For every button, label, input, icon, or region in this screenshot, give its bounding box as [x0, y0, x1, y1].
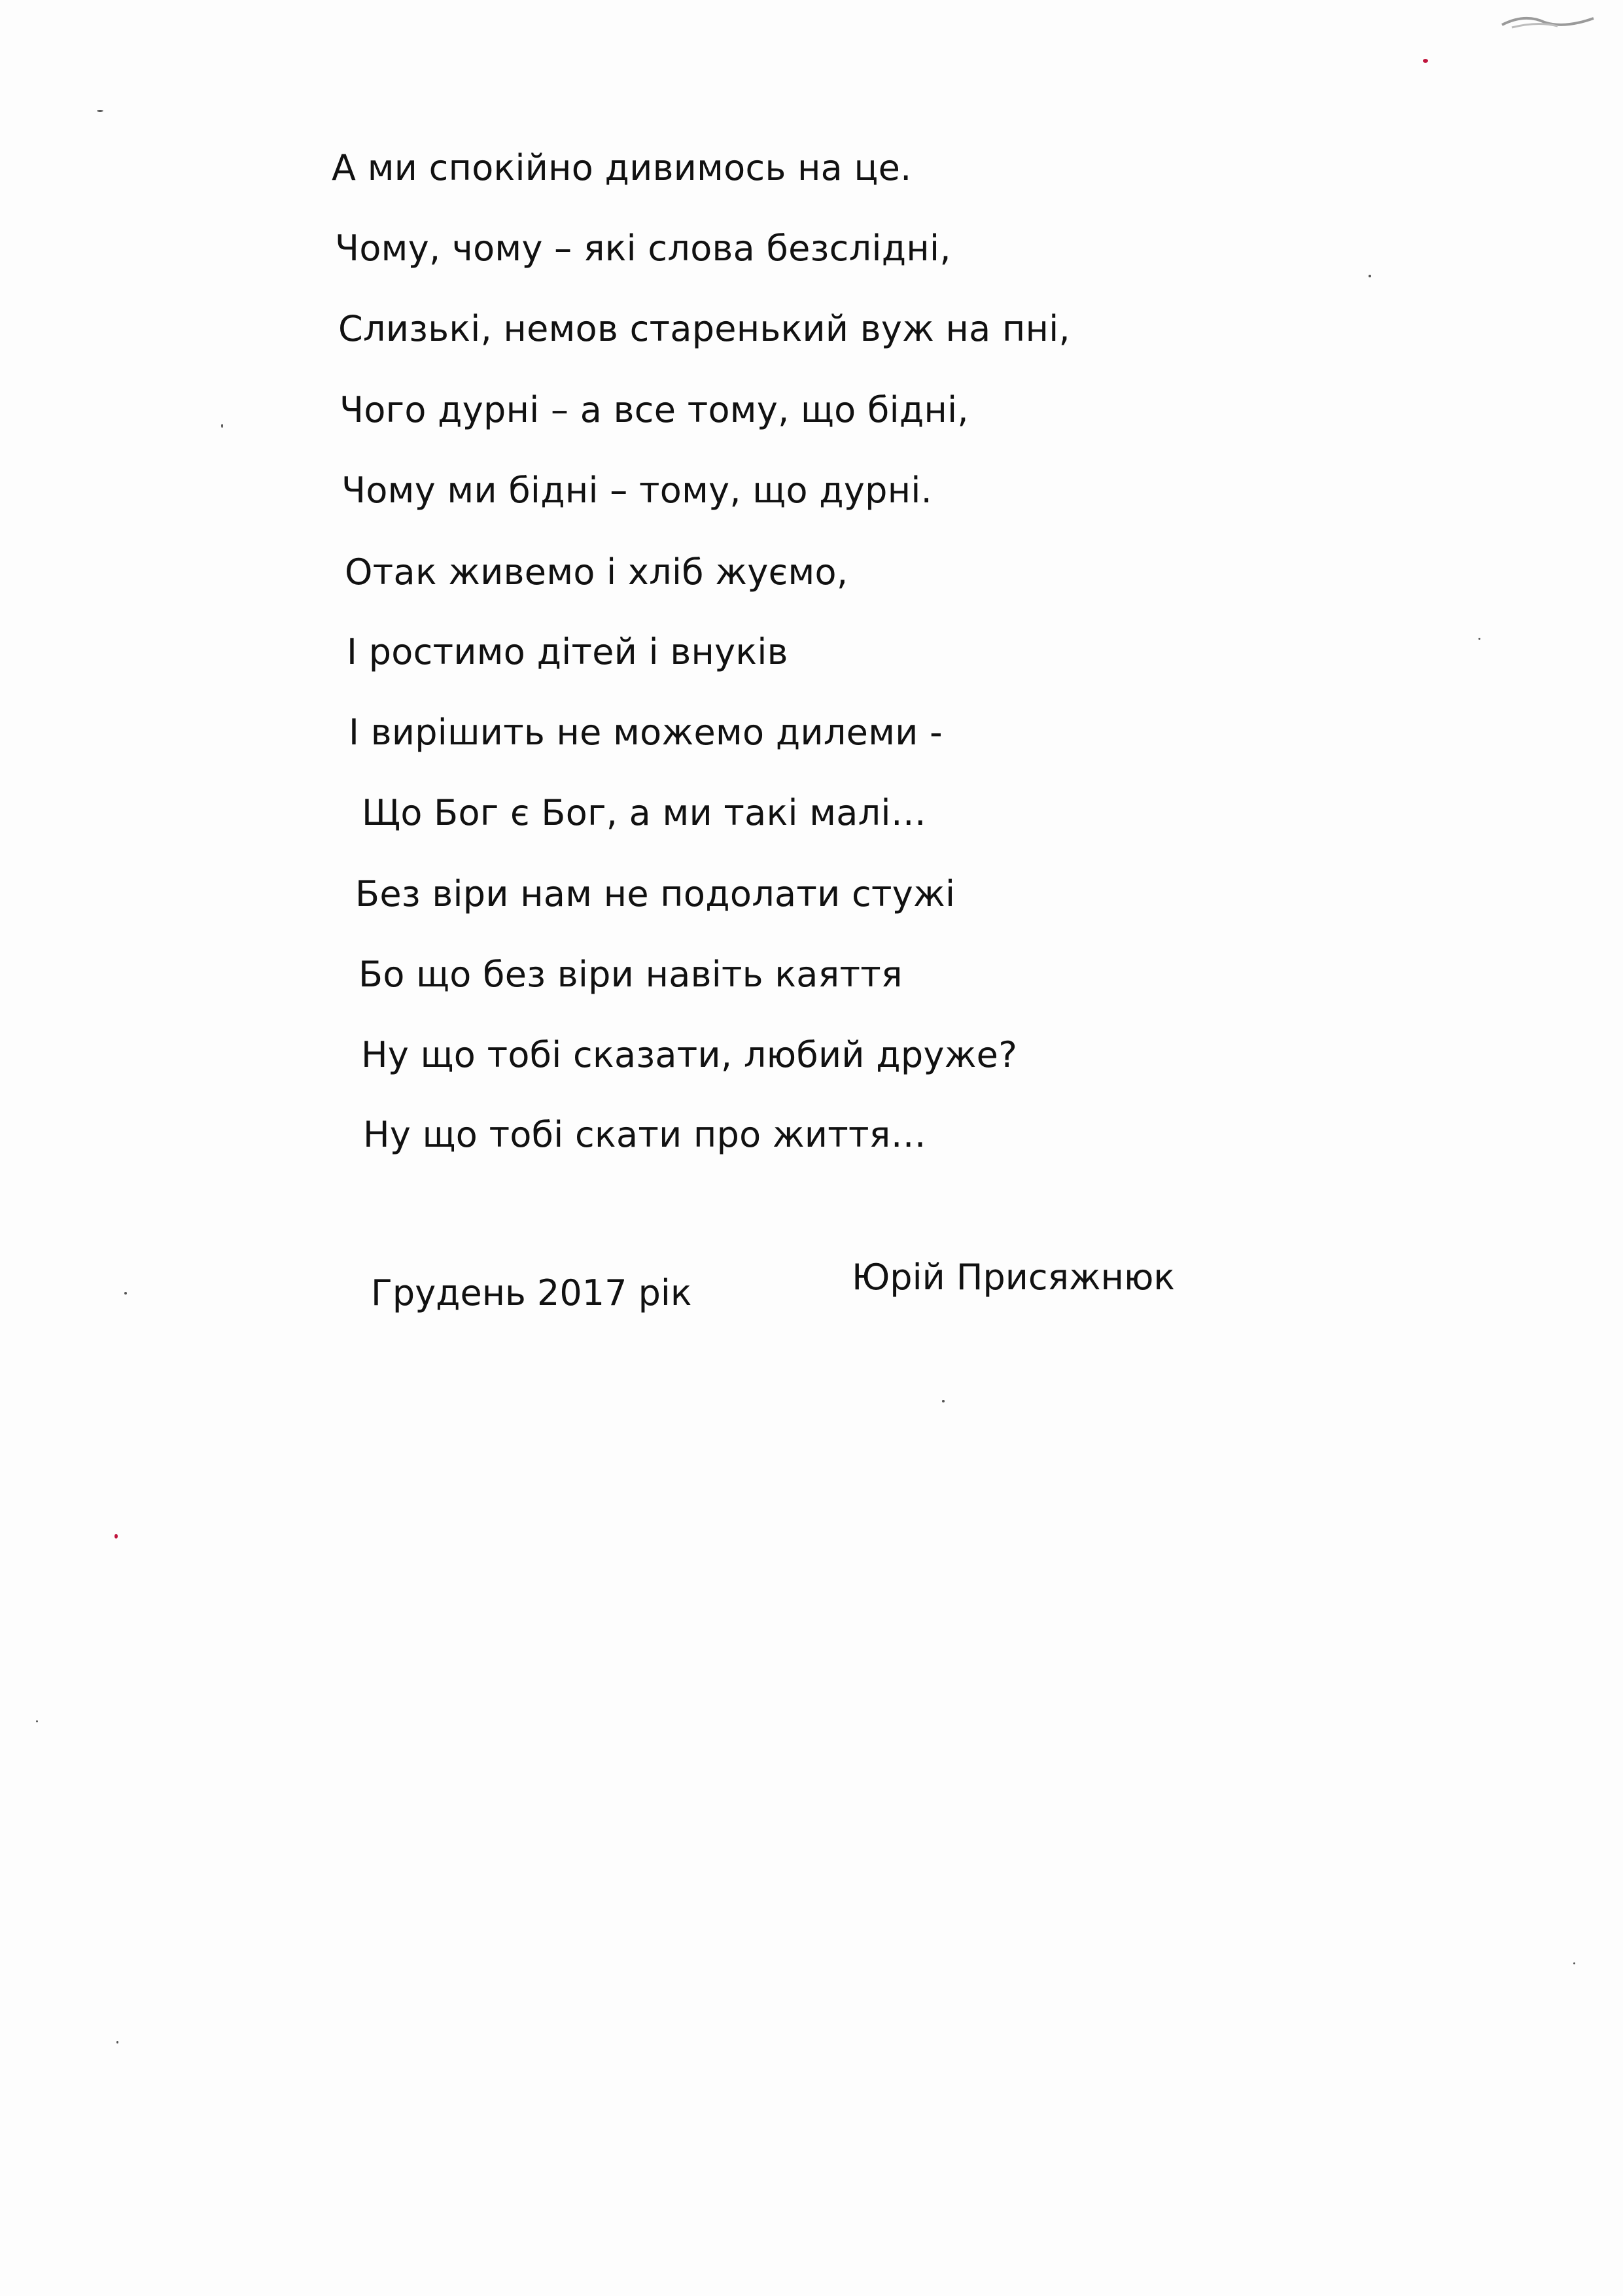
ink-speck: [114, 1534, 118, 1539]
ink-speck: [124, 1292, 127, 1295]
poem-line-4: Чого дурні – а все тому, що бідні,: [340, 389, 969, 430]
poem-line-1: А ми спокійно дивимось на це.: [332, 147, 912, 188]
poem-line-3: Слизькі, немов старенький вуж на пні,: [338, 308, 1070, 349]
ink-speck: [1478, 638, 1480, 640]
ink-speck: [221, 424, 223, 428]
poem-line-7: І ростимо дітей і внуків: [347, 631, 788, 672]
ink-speck: [1423, 59, 1428, 63]
poem-line-9: Що Бог є Бог, а ми такі малі…: [362, 792, 927, 833]
ink-speck: [116, 2041, 118, 2044]
poem-line-11: Бо що без віри навіть каяття: [358, 954, 903, 995]
poem-line-13: Ну що тобі скати про життя…: [363, 1114, 926, 1155]
poem-line-12: Ну що тобі сказати, любий друже?: [361, 1034, 1018, 1075]
poem-line-8: І вирішить не можемо дилеми -: [349, 712, 943, 753]
ink-speck: [1573, 1962, 1575, 1964]
poem-line-2: Чому, чому – які слова безслідні,: [335, 228, 951, 269]
ink-speck: [97, 110, 103, 112]
ink-speck: [36, 1720, 38, 1722]
ink-speck: [942, 1400, 945, 1402]
ink-speck: [1369, 275, 1371, 277]
poem-line-10: Без віри нам не подолати стужі: [355, 873, 956, 914]
poem-line-6: Отак живемо і хліб жуємо,: [345, 551, 848, 593]
poem-date: Грудень 2017 рік: [371, 1272, 692, 1313]
poem-line-5: Чому ми бідні – тому, що дурні.: [341, 470, 933, 511]
poem-author: Юрій Присяжнюк: [852, 1257, 1176, 1298]
